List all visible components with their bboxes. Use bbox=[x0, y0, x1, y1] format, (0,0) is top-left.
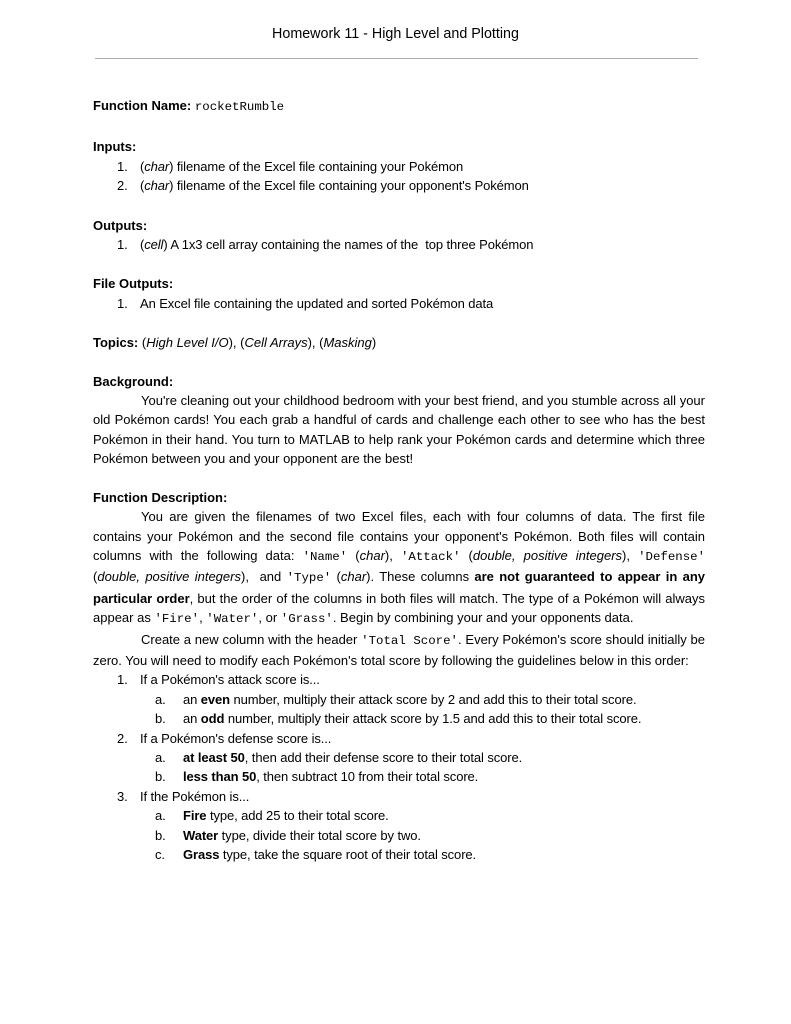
text-segment: ), ( bbox=[228, 335, 245, 351]
text-segment: char bbox=[144, 178, 170, 194]
text-segment: number, multiply their attack score by 1.5 and add this to their total score. bbox=[224, 711, 642, 727]
text-segment: , then subtract 10 from their total score. bbox=[256, 769, 479, 785]
list-item-text bbox=[140, 787, 705, 806]
list-item-text bbox=[183, 767, 705, 786]
list-marker: 1. bbox=[117, 672, 128, 688]
rule-subitem bbox=[93, 709, 705, 728]
text-segment: rocketRumble bbox=[194, 100, 285, 114]
text-segment: double, positive integers bbox=[97, 569, 241, 585]
text-segment: , then add their defense score to their total score. bbox=[244, 749, 523, 765]
section-heading-background: Background: bbox=[93, 373, 174, 389]
text-segment: char bbox=[144, 158, 170, 174]
text-segment: Create a new column with the header bbox=[141, 631, 362, 647]
list-item-text bbox=[183, 709, 705, 728]
text-segment: , bbox=[199, 610, 207, 626]
text-segment: 'Total Score' bbox=[361, 633, 458, 648]
list-item-output-1 bbox=[93, 235, 705, 254]
text-segment: . Begin by combining your and your opponents data. bbox=[332, 610, 634, 626]
text-segment: If the Pokémon is... bbox=[140, 788, 250, 804]
list-marker: b. bbox=[155, 769, 166, 785]
rule-subitem bbox=[93, 806, 705, 825]
text-segment: Masking bbox=[323, 335, 372, 351]
text-segment: ), and bbox=[240, 569, 287, 585]
text-segment: ) bbox=[371, 335, 377, 351]
text-segment: If a Pokémon's defense score is... bbox=[140, 730, 332, 746]
list-marker: a. bbox=[155, 749, 166, 765]
text-segment: 'Attack' bbox=[400, 549, 461, 564]
rule-subitem bbox=[93, 767, 705, 786]
text-segment: type, add 25 to their total score. bbox=[206, 808, 389, 824]
text-segment: 'Type' bbox=[286, 571, 332, 586]
list-marker: a. bbox=[155, 691, 166, 707]
list-item-text bbox=[183, 748, 705, 767]
list-item-text bbox=[183, 845, 705, 864]
section-heading-inputs: Inputs: bbox=[93, 139, 137, 155]
list-marker: a. bbox=[155, 808, 166, 824]
text-segment: 'Defense' bbox=[638, 549, 706, 564]
text-segment: 'Grass' bbox=[280, 612, 333, 627]
list-marker: c. bbox=[155, 847, 165, 862]
text-segment: , or bbox=[258, 610, 281, 626]
list-item-text bbox=[140, 729, 705, 748]
text-segment: cell bbox=[144, 237, 164, 253]
list-marker: b. bbox=[155, 711, 166, 727]
text-segment: odd bbox=[200, 711, 225, 727]
text-segment: char bbox=[359, 547, 385, 563]
list-item-text bbox=[140, 294, 705, 313]
text-segment: You're cleaning out your childhood bedroom with your best friend, and you stumble across all your old Pokémon cards! You each grab a handful of cards and challenge each other to see who has the best Pokémon in their hand. You turn to MATLAB to help rank your Pokémon cards and determine which three Pokémon between you and your opponent are the best! bbox=[93, 393, 709, 467]
text-segment: double, positive integers bbox=[472, 547, 623, 563]
header-divider bbox=[95, 58, 698, 59]
list-item-input-1 bbox=[93, 157, 705, 176]
text-segment: ( bbox=[347, 547, 360, 563]
list-marker: 1. bbox=[117, 295, 128, 311]
text-segment: ) A 1x3 cell array containing the names of the top three Pokémon bbox=[163, 237, 534, 253]
list-item-text bbox=[140, 235, 705, 254]
list-item-text bbox=[140, 157, 705, 176]
list-item-text bbox=[183, 806, 705, 825]
text-segment: ( bbox=[140, 158, 145, 174]
section-heading-outputs: Outputs: bbox=[93, 217, 148, 233]
text-segment: ), ( bbox=[307, 335, 324, 351]
text-segment: even bbox=[200, 691, 231, 707]
text-segment: at least 50 bbox=[183, 749, 245, 765]
background-paragraph bbox=[93, 391, 709, 469]
rule-subitem bbox=[93, 845, 705, 864]
list-marker: b. bbox=[155, 827, 166, 843]
list-item-file-output-1 bbox=[93, 294, 705, 313]
list-marker: 2. bbox=[117, 178, 128, 194]
list-item-input-2 bbox=[93, 176, 705, 195]
list-item-text bbox=[140, 176, 705, 195]
section-heading-function-description: Function Description: bbox=[93, 489, 228, 505]
text-segment: Cell Arrays bbox=[244, 335, 308, 351]
text-segment: ( bbox=[141, 335, 147, 351]
list-marker: 1. bbox=[117, 237, 128, 253]
text-segment: 'Fire' bbox=[154, 612, 200, 627]
text-segment: 'Name' bbox=[302, 549, 348, 564]
text-segment: , but the order of the columns in both files will match. The type of a Pokémon will always appear as bbox=[93, 590, 709, 626]
rule-subitem bbox=[93, 748, 705, 767]
text-segment: Fire bbox=[183, 808, 207, 824]
text-segment: ( bbox=[140, 237, 145, 253]
text-segment: Function Name: bbox=[93, 98, 195, 113]
section-heading-file-outputs: File Outputs: bbox=[93, 276, 174, 292]
text-segment: ) filename of the Excel file containing your Pokémon bbox=[169, 158, 464, 174]
function-name-line bbox=[93, 96, 705, 117]
function-description-paragraph-1 bbox=[93, 507, 709, 629]
text-segment: an bbox=[183, 691, 201, 707]
text-segment: ( bbox=[460, 547, 473, 563]
text-segment: an bbox=[183, 711, 201, 727]
text-segment: ) filename of the Excel file containing your opponent's Pokémon bbox=[169, 178, 529, 194]
list-marker: 3. bbox=[117, 788, 128, 804]
list-item-text bbox=[140, 670, 705, 689]
text-segment: ). These columns bbox=[366, 569, 475, 585]
document-body bbox=[0, 96, 791, 864]
text-segment: ( bbox=[93, 547, 709, 585]
text-segment: type, divide their total score by two. bbox=[218, 827, 421, 843]
text-segment: Grass bbox=[183, 847, 220, 862]
text-segment: less than 50 bbox=[183, 769, 257, 785]
function-description-paragraph-2 bbox=[93, 630, 709, 671]
text-segment: ( bbox=[140, 178, 145, 194]
text-segment: . Every Pokémon's score should initially be zero. You will need to modify each Pokémon's total score by following the guidelines below in this order: bbox=[93, 631, 709, 668]
rules-list bbox=[93, 670, 705, 864]
list-item-text bbox=[183, 690, 705, 709]
text-segment: 'Water' bbox=[206, 612, 259, 627]
text-segment: ( bbox=[331, 569, 341, 585]
page-title: Homework 11 - High Level and Plotting bbox=[272, 26, 519, 42]
text-segment: are not guaranteed to appear in any particular order bbox=[93, 569, 709, 606]
list-marker: 1. bbox=[117, 158, 128, 174]
text-segment: You are given the filenames of two Excel files, each with four columns of data. The first file contains your Pokémon and the second file contains your opponent's Pokémon. Both files will contain columns with the following data: bbox=[93, 509, 709, 563]
rule-subitem bbox=[93, 690, 705, 709]
rule-item bbox=[93, 729, 705, 748]
text-segment: ), bbox=[384, 547, 401, 563]
list-marker: 2. bbox=[117, 730, 128, 746]
list-item-text bbox=[183, 826, 705, 845]
text-segment: type, take the square root of their total score. bbox=[219, 847, 477, 862]
text-segment: An Excel file containing the updated and sorted Pokémon data bbox=[140, 295, 494, 311]
topics-line bbox=[93, 333, 705, 352]
rule-subitem bbox=[93, 826, 705, 845]
text-segment: number, multiply their attack score by 2 and add this to their total score. bbox=[230, 691, 637, 707]
text-segment: ), bbox=[622, 547, 639, 563]
text-segment: Water bbox=[183, 827, 219, 843]
text-segment: Topics: bbox=[93, 335, 142, 351]
rule-item bbox=[93, 787, 705, 806]
rule-item bbox=[93, 670, 705, 689]
text-segment: char bbox=[340, 569, 367, 585]
text-segment: If a Pokémon's attack score is... bbox=[140, 672, 320, 688]
text-segment: High Level I/O bbox=[146, 335, 229, 351]
